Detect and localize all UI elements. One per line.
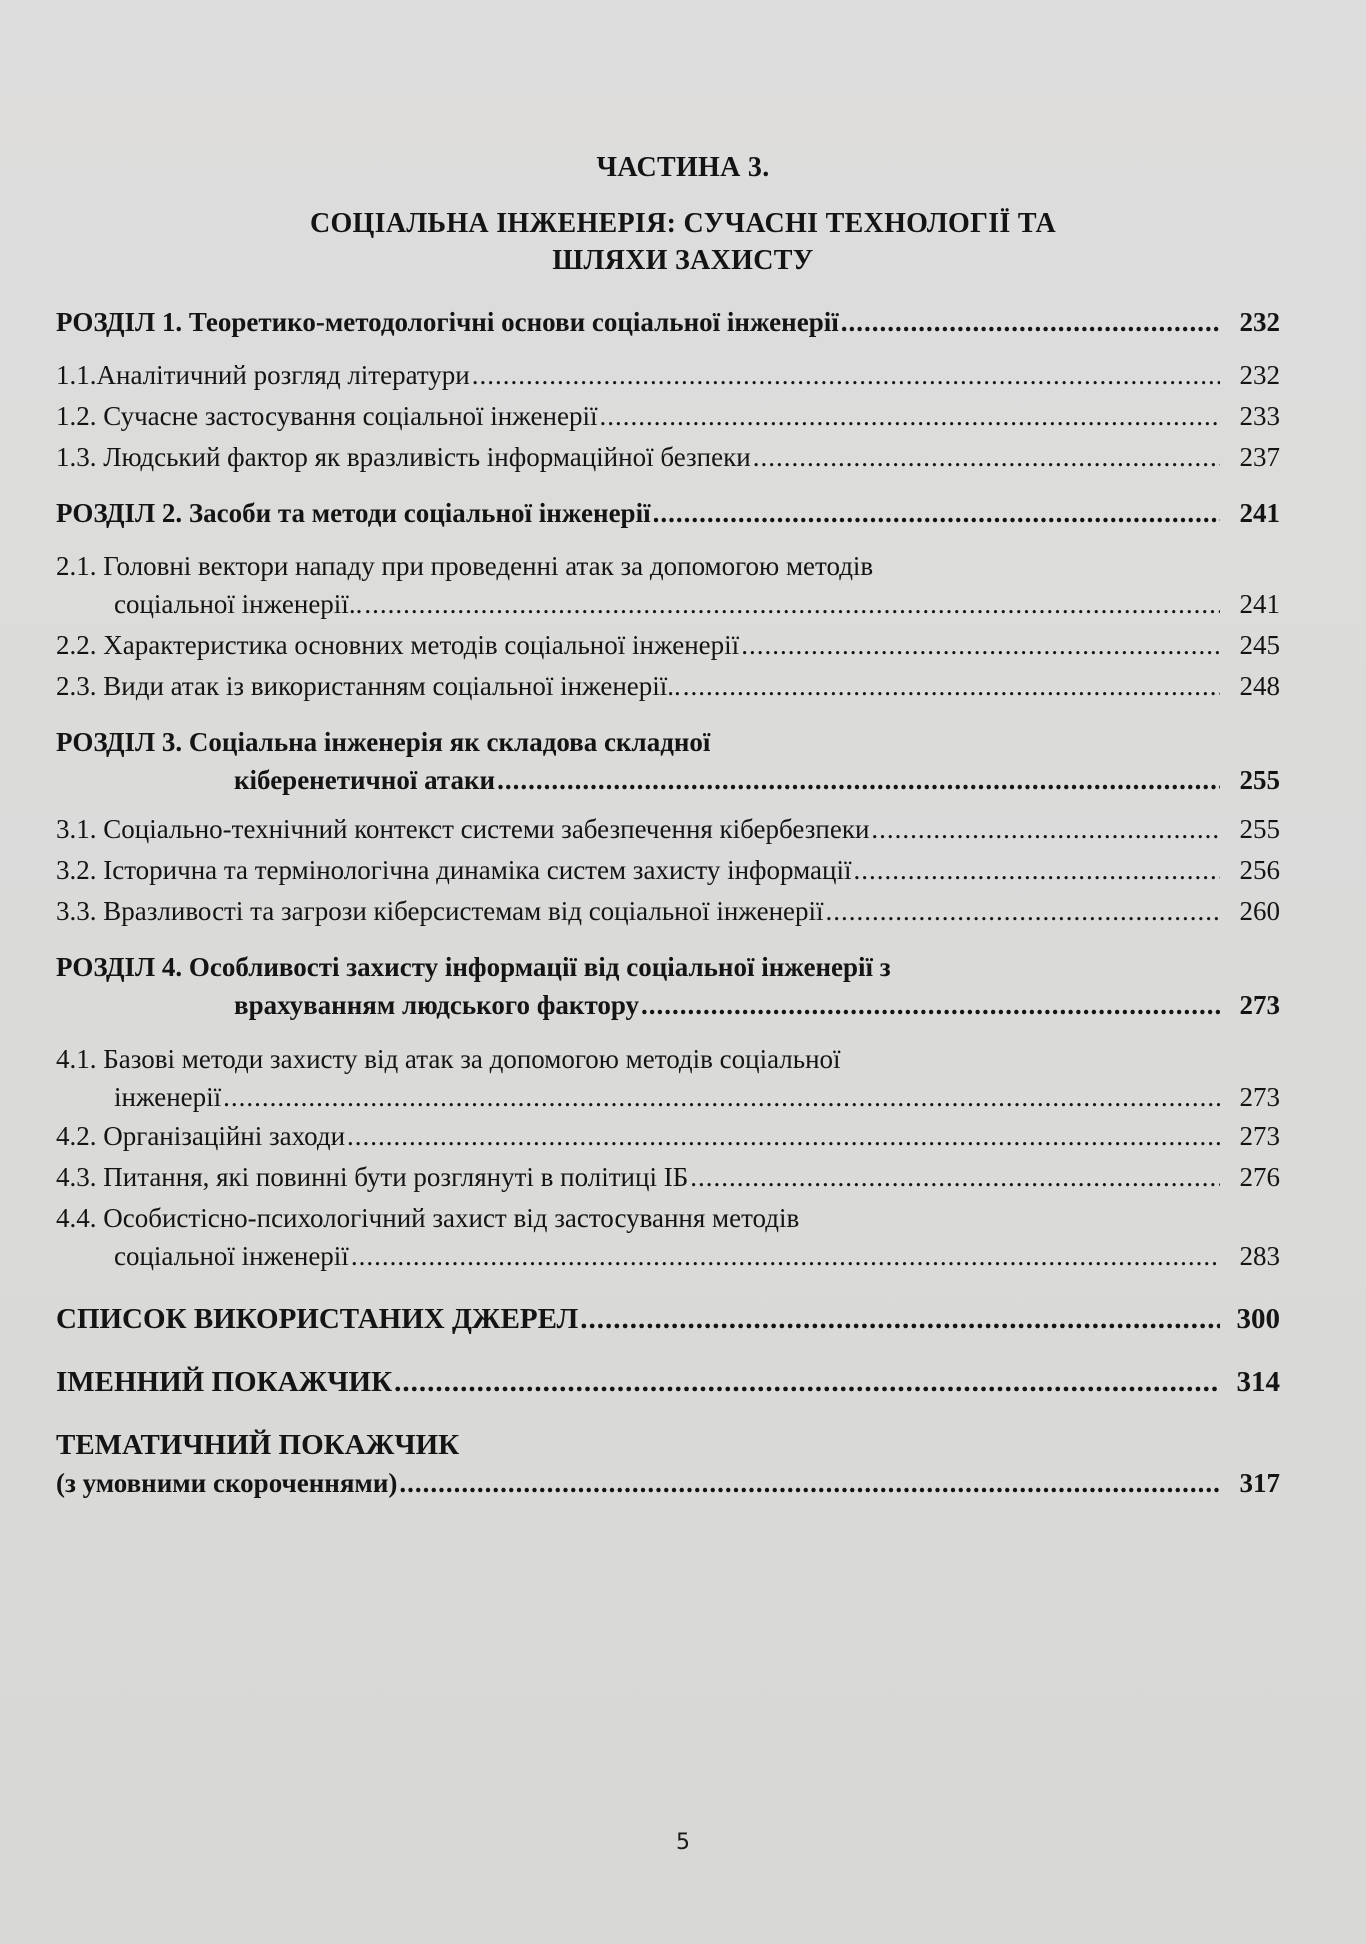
toc-entry-page: 248: [1239, 671, 1280, 701]
toc-entry-title: 1.1.Аналітичний розгляд літератури: [56, 360, 470, 390]
toc-entry-title-line-1: РОЗДІЛ 4. Особливості захисту інформації від соціальної інженерії з: [56, 952, 891, 982]
toc-entry-page: 283: [1239, 1241, 1280, 1271]
dot-leader: [683, 667, 1220, 705]
dot-leader: [599, 397, 1220, 435]
toc-entry-page: 273: [1239, 1121, 1280, 1151]
part-label: ЧАСТИНА 3.: [596, 152, 770, 183]
dot-leader: [753, 438, 1220, 476]
toc-section-2-3[interactable]: [56, 667, 1280, 705]
dot-leader: [351, 1237, 1220, 1275]
toc-entry-page: 260: [1239, 896, 1280, 926]
toc-entry-page: 232: [1239, 307, 1280, 337]
toc-chapter-3[interactable]: [56, 723, 1280, 799]
toc-entry-page: 237: [1239, 442, 1280, 472]
toc-entry-title-line-2: соціальної інженерії: [114, 1241, 349, 1271]
toc-entry-title-line-1: 4.1. Базові методи захисту від атак за допомогою методів соціальної: [56, 1044, 841, 1074]
dot-leader: [653, 494, 1220, 532]
dot-leader: [394, 1363, 1220, 1401]
toc-entry-page: 273: [1239, 1082, 1280, 1112]
toc-entry-page: 276: [1239, 1162, 1280, 1192]
toc-entry-title: СПИСОК ВИКОРИСТАНИХ ДЖЕРЕЛ: [56, 1303, 579, 1335]
toc-entry-title: 2.2. Характеристика основних методів соціальної інженерії: [56, 630, 740, 660]
toc-section-3-3[interactable]: [56, 892, 1280, 930]
toc-chapter-4[interactable]: [56, 948, 1280, 1024]
toc-section-3-2[interactable]: [56, 851, 1280, 889]
dot-leader: [497, 761, 1220, 799]
toc-section-2-1[interactable]: [56, 547, 1280, 623]
dot-leader: [347, 1117, 1220, 1155]
dot-leader: [826, 892, 1220, 930]
toc-entry-page: 255: [1239, 765, 1280, 795]
toc-entry-page: 300: [1236, 1303, 1280, 1335]
toc-section-4-1[interactable]: [56, 1040, 1280, 1116]
toc-entry-title: 3.1. Соціально-технічний контекст системи забезпечення кібербезпеки: [56, 814, 870, 844]
toc-entry-title: 2.3. Види атак із використанням соціальної інженерії..: [56, 671, 681, 701]
toc-entry-title: РОЗДІЛ 1. Теоретико-методологічні основи соціальної інженерії: [56, 307, 839, 337]
toc-entry-page: 255: [1239, 814, 1280, 844]
toc-entry-title-line-2: кіберенетичної атаки: [234, 765, 496, 795]
toc-section-1-2[interactable]: [56, 397, 1280, 435]
toc-entry-title-line-1: ТЕМАТИЧНИЙ ПОКАЖЧИК: [56, 1429, 460, 1461]
toc-entry-title-line-2: врахуванням людського фактору: [234, 990, 640, 1020]
toc-section-1-1[interactable]: [56, 356, 1280, 394]
toc-entry-page: 314: [1236, 1366, 1280, 1398]
toc-entry-title: 1.2. Сучасне застосування соціальної інженерії: [56, 401, 598, 431]
toc-section-2-2[interactable]: [56, 626, 1280, 664]
toc-entry-title: РОЗДІЛ 2. Засоби та методи соціальної інженерії: [56, 498, 651, 528]
toc-entry-title-line-2: інженерії: [114, 1082, 222, 1112]
toc-section-4-4[interactable]: [56, 1199, 1280, 1275]
toc-name-index[interactable]: [56, 1363, 1280, 1401]
toc-subject-index[interactable]: [56, 1426, 1280, 1502]
toc-section-4-2[interactable]: [56, 1117, 1280, 1155]
toc-entry-title-line-1: РОЗДІЛ 3. Соціальна інженерія як складова складної: [56, 727, 711, 757]
toc-entry-page: 233: [1239, 401, 1280, 431]
toc-entry-title-line-1: 4.4. Особистісно-психологічний захист від застосування методів: [56, 1203, 800, 1233]
page-number: 5: [676, 1830, 690, 1855]
toc-entry-page: 273: [1239, 990, 1280, 1020]
toc-section-1-3[interactable]: [56, 438, 1280, 476]
dot-leader: [472, 356, 1220, 394]
toc-entry-page: 245: [1239, 630, 1280, 660]
toc-entry-page: 241: [1239, 498, 1280, 528]
dot-leader: [223, 1078, 1220, 1116]
toc-entry-title: 3.2. Історична та термінологічна динаміка систем захисту інформації: [56, 855, 852, 885]
part-title-line-2: ШЛЯХИ ЗАХИСТУ: [552, 245, 814, 276]
toc-entry-title-line-1: 2.1. Головні вектори нападу при проведенні атак за допомогою методів: [56, 551, 874, 581]
toc-entry-title: 4.2. Організаційні заходи: [56, 1121, 346, 1151]
toc-chapter-1[interactable]: [56, 303, 1280, 341]
toc-entry-title: 4.3. Питання, які повинні бути розглянуті в політиці ІБ: [56, 1162, 689, 1192]
toc-entry-title-line-2: (з умовними скороченнями): [56, 1468, 398, 1498]
toc-section-4-3[interactable]: [56, 1158, 1280, 1196]
toc-references[interactable]: [56, 1300, 1280, 1338]
dot-leader: [364, 585, 1220, 623]
toc-entry-title: 3.3. Вразливості та загрози кіберсистемам від соціальної інженерії: [56, 896, 824, 926]
dot-leader: [853, 851, 1220, 889]
dot-leader: [841, 303, 1220, 341]
dot-leader: [399, 1464, 1220, 1502]
toc-entry-page: 256: [1239, 855, 1280, 885]
part-title: [0, 205, 1366, 279]
toc-chapter-2[interactable]: [56, 494, 1280, 532]
toc-entry-page: 232: [1239, 360, 1280, 390]
toc-section-3-1[interactable]: [56, 810, 1280, 848]
dot-leader: [690, 1158, 1220, 1196]
dot-leader: [741, 626, 1220, 664]
part-title-line-1: СОЦІАЛЬНА ІНЖЕНЕРІЯ: СУЧАСНІ ТЕХНОЛОГІЇ ТА: [309, 208, 1057, 239]
dot-leader: [871, 810, 1220, 848]
toc-entry-page: 241: [1239, 589, 1280, 619]
toc-entry-page: 317: [1239, 1468, 1280, 1498]
dot-leader: [641, 986, 1220, 1024]
toc-entry-title-line-2: соціальної інженерії..: [114, 589, 363, 619]
toc-entry-title: ІМЕННИЙ ПОКАЖЧИК: [56, 1366, 393, 1398]
dot-leader: [580, 1300, 1220, 1338]
toc-entry-title: 1.3. Людський фактор як вразливість інформаційної безпеки: [56, 442, 751, 472]
